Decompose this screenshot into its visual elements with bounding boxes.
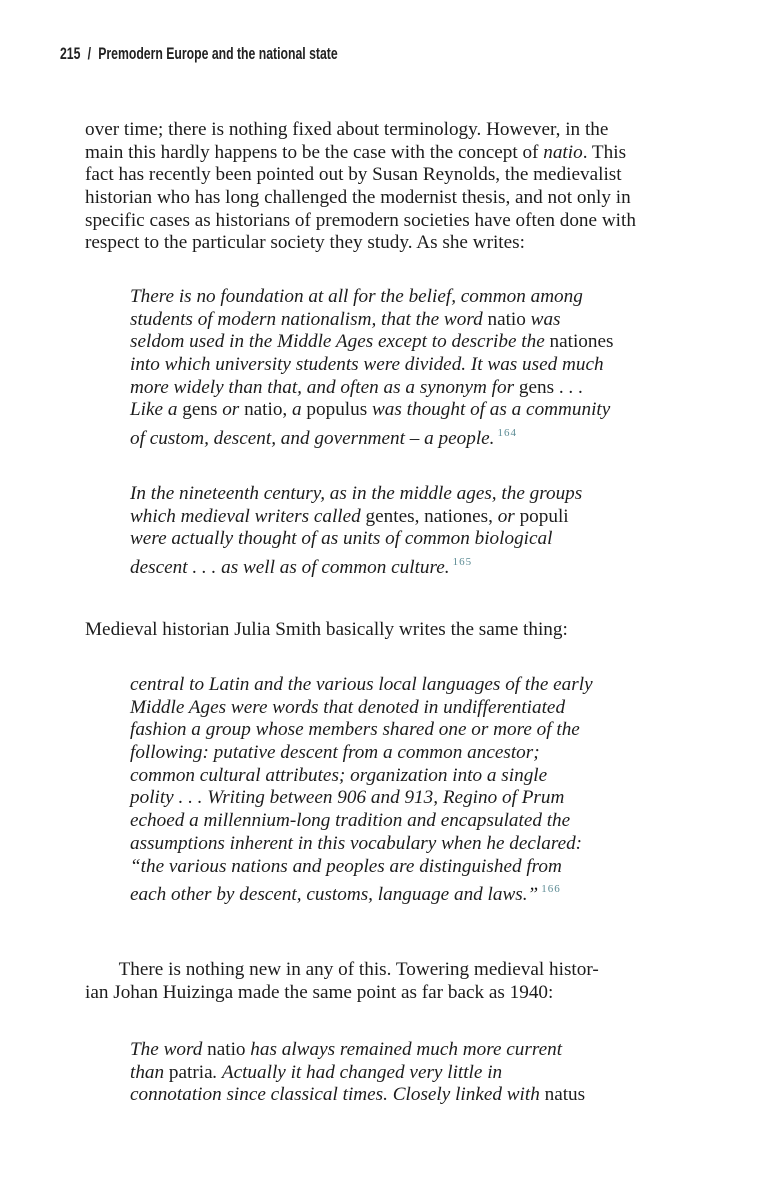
footnote-marker[interactable]: 164	[497, 427, 517, 440]
italic-text: “the various nations and peoples are distinguished from	[130, 855, 562, 877]
text-line	[130, 422, 613, 450]
text-span: gens . . .	[518, 376, 583, 398]
italic-text: or	[217, 399, 245, 421]
text-line	[85, 210, 636, 233]
italic-text: common cultural attributes; organization into a single	[130, 764, 548, 786]
text-span: historian who has long challenged the modernist thesis, and not only in	[85, 187, 631, 209]
italic-text: The word	[130, 1039, 208, 1060]
text-line	[130, 1062, 585, 1085]
block-quote-reynolds-1	[130, 286, 614, 450]
italic-text: than	[130, 1061, 169, 1083]
text-span: ian Johan Huizinga made the same point as far back as 1940:	[85, 981, 554, 1003]
text-line	[85, 982, 599, 1005]
italic-text: central to Latin and the various local languages of the early	[130, 674, 593, 695]
text-span: patria	[168, 1061, 213, 1083]
text-line	[130, 286, 613, 309]
italic-text: echoed a millennium-long tradition and encapsulated the	[130, 810, 571, 832]
italic-text: . Actually it had changed very little in	[212, 1061, 503, 1083]
italic-text: into which university students were divided. It was used much	[130, 354, 604, 376]
text-span: . This	[582, 141, 627, 163]
text-line	[130, 551, 582, 579]
text-span: specific cases as historians of premodern societies have often done with	[85, 209, 636, 231]
text-line	[85, 187, 636, 210]
text-line	[130, 833, 593, 856]
text-line	[130, 810, 593, 833]
text-line	[85, 142, 636, 165]
text-line	[130, 1084, 585, 1107]
text-line	[130, 528, 582, 551]
block-quote-smith	[130, 674, 593, 906]
italic-text: assumptions inherent in this vocabulary when he declared:	[130, 832, 583, 854]
footnote-marker[interactable]: 166	[541, 883, 561, 896]
italic-text: connotation since classical times. Closely linked with	[130, 1084, 545, 1106]
italic-text: were actually thought of as units of common biological	[130, 528, 553, 550]
text-line	[130, 856, 593, 879]
text-span: populi	[519, 505, 569, 527]
italic-text: following: putative descent from a common ancestor;	[130, 742, 540, 764]
text-line	[130, 878, 593, 906]
text-span: natio	[487, 308, 526, 330]
paragraph-intro	[85, 119, 636, 255]
footnote-marker[interactable]: 165	[452, 556, 473, 569]
text-line	[130, 742, 593, 765]
text-line	[130, 787, 593, 810]
italic-text: has always remained much more current	[245, 1039, 563, 1060]
italic-text: In the nineteenth century, as in the middle ages, the groups	[130, 483, 583, 504]
text-line	[85, 232, 636, 255]
italic-text: descent . . . as well as of common culture.	[130, 557, 450, 579]
text-span: populus	[306, 399, 368, 421]
text-line	[130, 1039, 585, 1062]
text-line	[130, 765, 593, 788]
text-line	[85, 119, 636, 142]
italic-text: Middle Ages were words that denoted in undifferentiated	[130, 696, 566, 718]
text-span: gentes, nationes,	[365, 505, 493, 527]
text-span: There is nothing new in any of this. Towering medieval histor-	[85, 959, 599, 980]
running-header	[60, 44, 338, 64]
text-line	[130, 331, 613, 354]
italic-text: which medieval writers called	[130, 505, 366, 527]
italic-text: a	[287, 399, 307, 421]
italic-text: natio	[543, 141, 583, 163]
text-span: over time; there is nothing fixed about terminology. However, in the	[85, 119, 609, 140]
block-quote-reynolds-2	[130, 483, 583, 579]
text-line	[130, 354, 613, 377]
italic-text: more widely than that, and often as a synonym for	[130, 376, 519, 398]
text-line	[130, 309, 613, 332]
text-line	[130, 483, 582, 506]
text-span: respect to the particular society they study. As she writes:	[85, 232, 525, 254]
paragraph-huizinga	[85, 959, 599, 1004]
italic-text: students of modern nationalism, that the word	[130, 308, 488, 330]
text-span: natio,	[244, 399, 288, 421]
text-span: gens	[182, 399, 218, 421]
text-span: nationes	[549, 331, 614, 353]
italic-text: each other by descent, customs, language and laws.”	[130, 884, 539, 906]
text-line	[130, 506, 582, 529]
text-line	[130, 399, 613, 422]
italic-text: of custom, descent, and government – a people.	[130, 428, 495, 450]
text-span: natus	[544, 1084, 586, 1106]
italic-text: or	[492, 505, 520, 527]
text-span: natio	[207, 1039, 246, 1060]
text-line	[85, 619, 568, 642]
text-line	[85, 164, 636, 187]
text-line	[85, 959, 599, 982]
italic-text: was	[525, 308, 561, 330]
paragraph-smith	[85, 619, 568, 642]
italic-text: Like a	[130, 399, 183, 421]
italic-text: was thought of as a community	[367, 399, 611, 421]
page-number: 215	[60, 44, 81, 63]
running-title: Premodern Europe and the national state	[98, 44, 338, 63]
text-line	[130, 674, 593, 697]
text-span: main this hardly happens to be the case with the concept of	[85, 141, 544, 163]
text-line	[130, 697, 593, 720]
italic-text: There is no foundation at all for the belief, common among	[130, 286, 583, 307]
block-quote-huizinga	[130, 1039, 585, 1107]
header-separator: /	[87, 44, 92, 63]
text-span: Medieval historian Julia Smith basically writes the same thing:	[85, 619, 568, 640]
text-line	[130, 719, 593, 742]
text-span: fact has recently been pointed out by Susan Reynolds, the medievalist	[85, 164, 622, 186]
italic-text: polity . . . Writing between 906 and 913, Regino of Prum	[130, 787, 565, 809]
text-line	[130, 377, 613, 400]
italic-text: seldom used in the Middle Ages except to describe the	[130, 331, 550, 353]
italic-text: fashion a group whose members shared one or more of the	[130, 719, 580, 741]
